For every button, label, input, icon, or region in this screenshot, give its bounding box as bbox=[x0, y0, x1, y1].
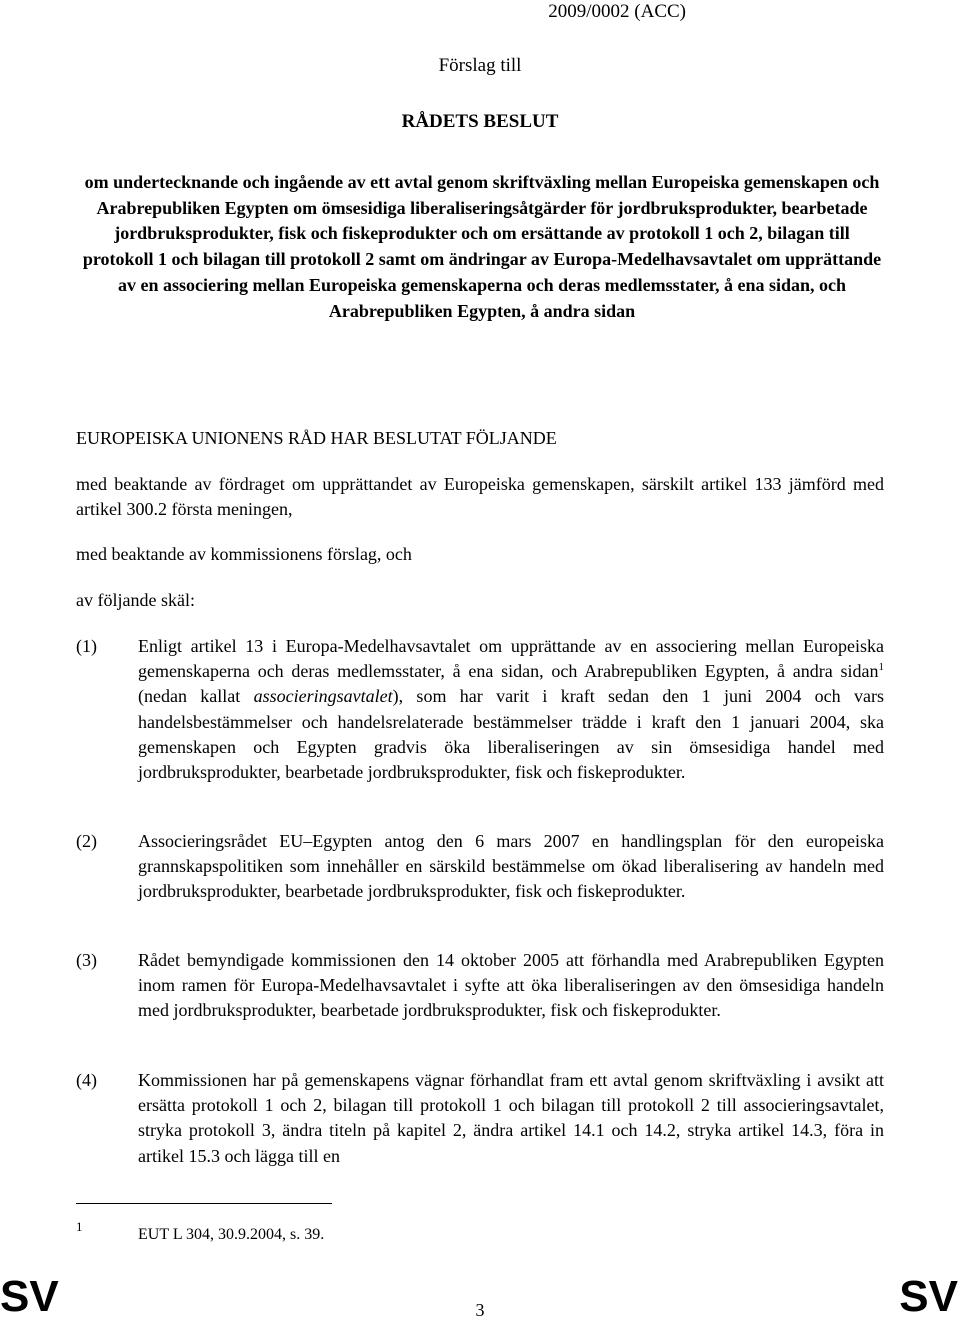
footnote-reference[interactable]: 1 bbox=[878, 661, 884, 674]
recital-2 bbox=[76, 829, 884, 905]
recital-text: Associeringsrådet EU–Egypten antog den 6 mars 2007 en handlingsplan för den europeiska grannskapspolitiken som innehåller en särskild bestämmelse om ökad liberalisering av handeln med jordbruksprodukter, bearbetade jordbruksprodukter, fisk och fiskeprodukter. bbox=[138, 831, 884, 902]
defined-term: associeringsavtalet bbox=[253, 686, 393, 707]
citation-treaty: med beaktande av fördraget om upprättandet av Europeiska gemenskapen, särskilt artikel 133 jämförd med artikel 300.2 första meningen, bbox=[76, 474, 884, 519]
footnote-number: 1 bbox=[76, 1219, 83, 1234]
recital-number: (2) bbox=[76, 831, 97, 851]
recital-4 bbox=[76, 1068, 884, 1169]
recital-text: Rådet bemyndigade kommissionen den 14 oktober 2005 att förhandla med Arabrepubliken Egypten inom ramen för Europa-Medelhavsavtalet i syfte att öka liberaliseringen av den ömsesidiga handeln med jordbruksprodukter, bearbetade jordbruksprodukter, fisk och fiskeprodukter. bbox=[138, 950, 884, 1021]
recital-number: (1) bbox=[76, 636, 97, 656]
recital-1 bbox=[76, 634, 884, 785]
recital-number: (4) bbox=[76, 1070, 97, 1090]
document-reference: 2009/0002 (ACC) bbox=[548, 1, 686, 22]
enacting-formula: EUROPEISKA UNIONENS RÅD HAR BESLUTAT FÖLJANDE bbox=[76, 428, 557, 448]
citation-proposal: med beaktande av kommissionens förslag, och bbox=[76, 544, 412, 564]
recital-3 bbox=[76, 948, 884, 1024]
decision-subject: om undertecknande och ingående av ett avtal genom skriftväxling mellan Europeiska gemenskapen och Arabrepubliken Egypten om ömsesidiga liberaliseringsåtgärder för jordbruksprodukter, bearbetade jordbruksprodukter, fisk och fiskeprodukter och om ersättande av protokoll 1 och 2, bilagan till protokoll 1 och bilagan till protokoll 2 samt om ändringar av Europa-Medelhavsavtalet om upprättande av en associering mellan Europeiska gemenskaperna och deras medlemsstater, å ena sidan, och Arabrepubliken Egypten, å andra sidan bbox=[82, 172, 882, 321]
page-number: 3 bbox=[475, 1300, 485, 1320]
proposal-label: Förslag till bbox=[438, 55, 522, 76]
recital-number: (3) bbox=[76, 950, 97, 970]
footnote-divider bbox=[76, 1203, 332, 1204]
language-code-left: SV bbox=[0, 1272, 59, 1321]
recital-text: Enligt artikel 13 i Europa-Medelhavsavtalet om upprättande av en associering mellan Europeiska gemenskaperna och deras medlemsstater, å ena sidan, och Arabrepubliken Egypten, å andra sidan$^1$ (nedan kallat associeringsavtalet), som har varit i kraft sedan den 1 juni 2004 och vars handelsbestämmelser och handelsrelaterade bestämmelser trädde i kraft den 1 januari 2004, ska gemenskapen och Egypten gradvis öka liberaliseringen av sin ömsesidiga handel med jordbruksprodukter, bearbetade jordbruksprodukter, fisk och fiskeprodukter. bbox=[138, 636, 884, 783]
recital-text: Kommissionen har på gemenskapens vägnar förhandlat fram ett avtal genom skriftväxling i avsikt att ersätta protokoll 1 och 2, bilagan till protokoll 1 och bilagan till protokoll 2 till associeringsavtalet, stryka protokoll 3, ändra titeln på kapitel 2, ändra artikel 14.1 och 14.2, stryka artikel 14.3, föra in artikel 15.3 och lägga till en bbox=[138, 1070, 884, 1166]
citation-recitals-intro: av följande skäl: bbox=[76, 590, 195, 610]
footnote-text: EUT L 304, 30.9.2004, s. 39. bbox=[138, 1226, 325, 1243]
language-code-right: SV bbox=[899, 1272, 958, 1321]
document-title: RÅDETS BESLUT bbox=[401, 111, 559, 132]
